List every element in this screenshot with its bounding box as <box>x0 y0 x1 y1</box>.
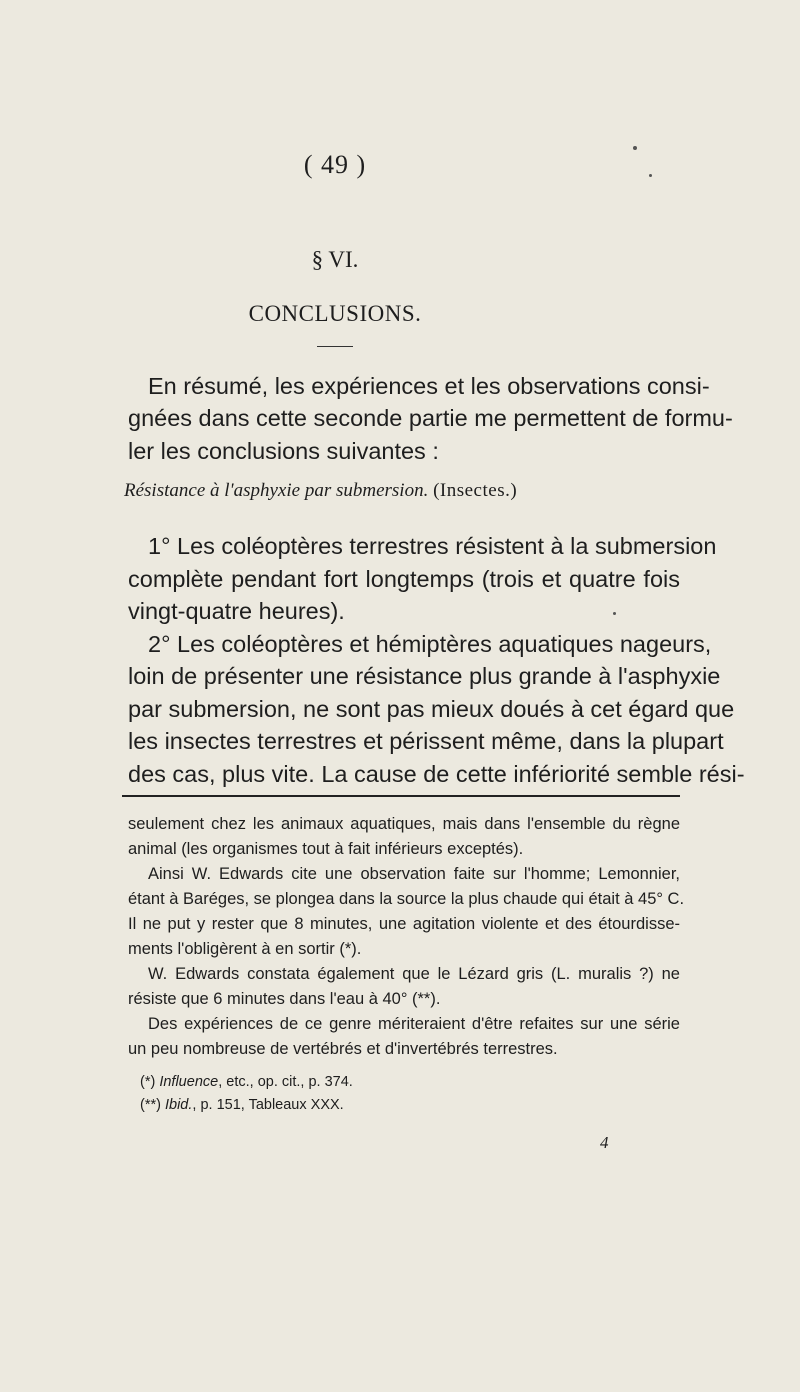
footnote-line: Ainsi W. Edwards cite une observation faite sur l'homme; Lemonnier, <box>148 865 680 883</box>
point1-line: 1° Les coléoptères terrestres résistent à la submersion <box>148 533 717 559</box>
paper-speck <box>649 174 652 177</box>
point2-line: par submersion, ne sont pas mieux doués à cet égard que <box>128 696 735 722</box>
footnote-line: Il ne put y rester que 8 minutes, une agitation violente et des étourdisse- <box>128 915 680 933</box>
intro-line: gnées dans cette seconde partie me permettent de formu- <box>128 405 733 431</box>
point2-line: 2° Les coléoptères et hémiptères aquatiques nageurs, <box>148 631 712 657</box>
subtitle-italic: Résistance à l'asphyxie par submersion. <box>124 480 429 501</box>
subtitle-group: (Insectes.) <box>433 480 518 501</box>
footnote-line: animal (les organismes tout à fait inférieurs exceptés). <box>128 840 524 858</box>
section-heading: CONCLUSIONS. <box>248 301 422 326</box>
point1-line: vingt-quatre heures). <box>128 598 345 624</box>
footnote-line: seulement chez les animaux aquatiques, mais dans l'ensemble du règne <box>128 815 680 833</box>
section-number: § VI. <box>311 247 359 272</box>
paper-speck <box>613 612 616 615</box>
intro-line: En résumé, les expériences et les observations consi- <box>148 373 710 399</box>
point1-line: complète pendant fort longtemps (trois et quatre fois <box>128 566 680 592</box>
reference-title: Ibid. <box>164 1097 193 1113</box>
footnote-line: étant à Baréges, se plongea dans la source la plus chaude qui était à 45° C. <box>128 890 685 908</box>
intro-line: ler les conclusions suivantes : <box>128 438 439 464</box>
point2-line: loin de présenter une résistance plus grande à l'asphyxie <box>128 663 721 689</box>
point2-line: les insectes terrestres et périssent même, dans la plupart <box>128 728 724 754</box>
footnote-line: résiste que 6 minutes dans l'eau à 40° (**). <box>128 990 441 1008</box>
heading-rule <box>317 346 353 347</box>
point2-line: des cas, plus vite. La cause de cette infériorité semble rési- <box>128 761 745 787</box>
footnote-line: ments l'obligèrent à en sortir (*). <box>128 940 362 958</box>
printer-signature: 4 <box>600 1133 609 1152</box>
reference <box>140 1075 353 1090</box>
reference-mark: (**) <box>140 1097 161 1113</box>
footnote-rule <box>122 795 680 797</box>
reference-title: Influence <box>159 1074 219 1090</box>
paper-speck <box>633 146 637 150</box>
reference-detail: , etc., op. cit., p. 374. <box>218 1074 353 1090</box>
subtitle <box>124 481 680 500</box>
footnote-line: un peu nombreuse de vertébrés et d'invertébrés terrestres. <box>128 1040 558 1058</box>
footnote-line: W. Edwards constata également que le Lézard gris (L. muralis ?) ne <box>148 965 680 983</box>
reference <box>140 1098 344 1113</box>
page-number: ( 49 ) <box>303 150 367 179</box>
footnote-line: Des expériences de ce genre mériteraient d'être refaites sur une série <box>148 1015 680 1033</box>
reference-detail: , p. 151, Tableaux XXX. <box>192 1097 344 1113</box>
reference-mark: (*) <box>140 1074 156 1090</box>
